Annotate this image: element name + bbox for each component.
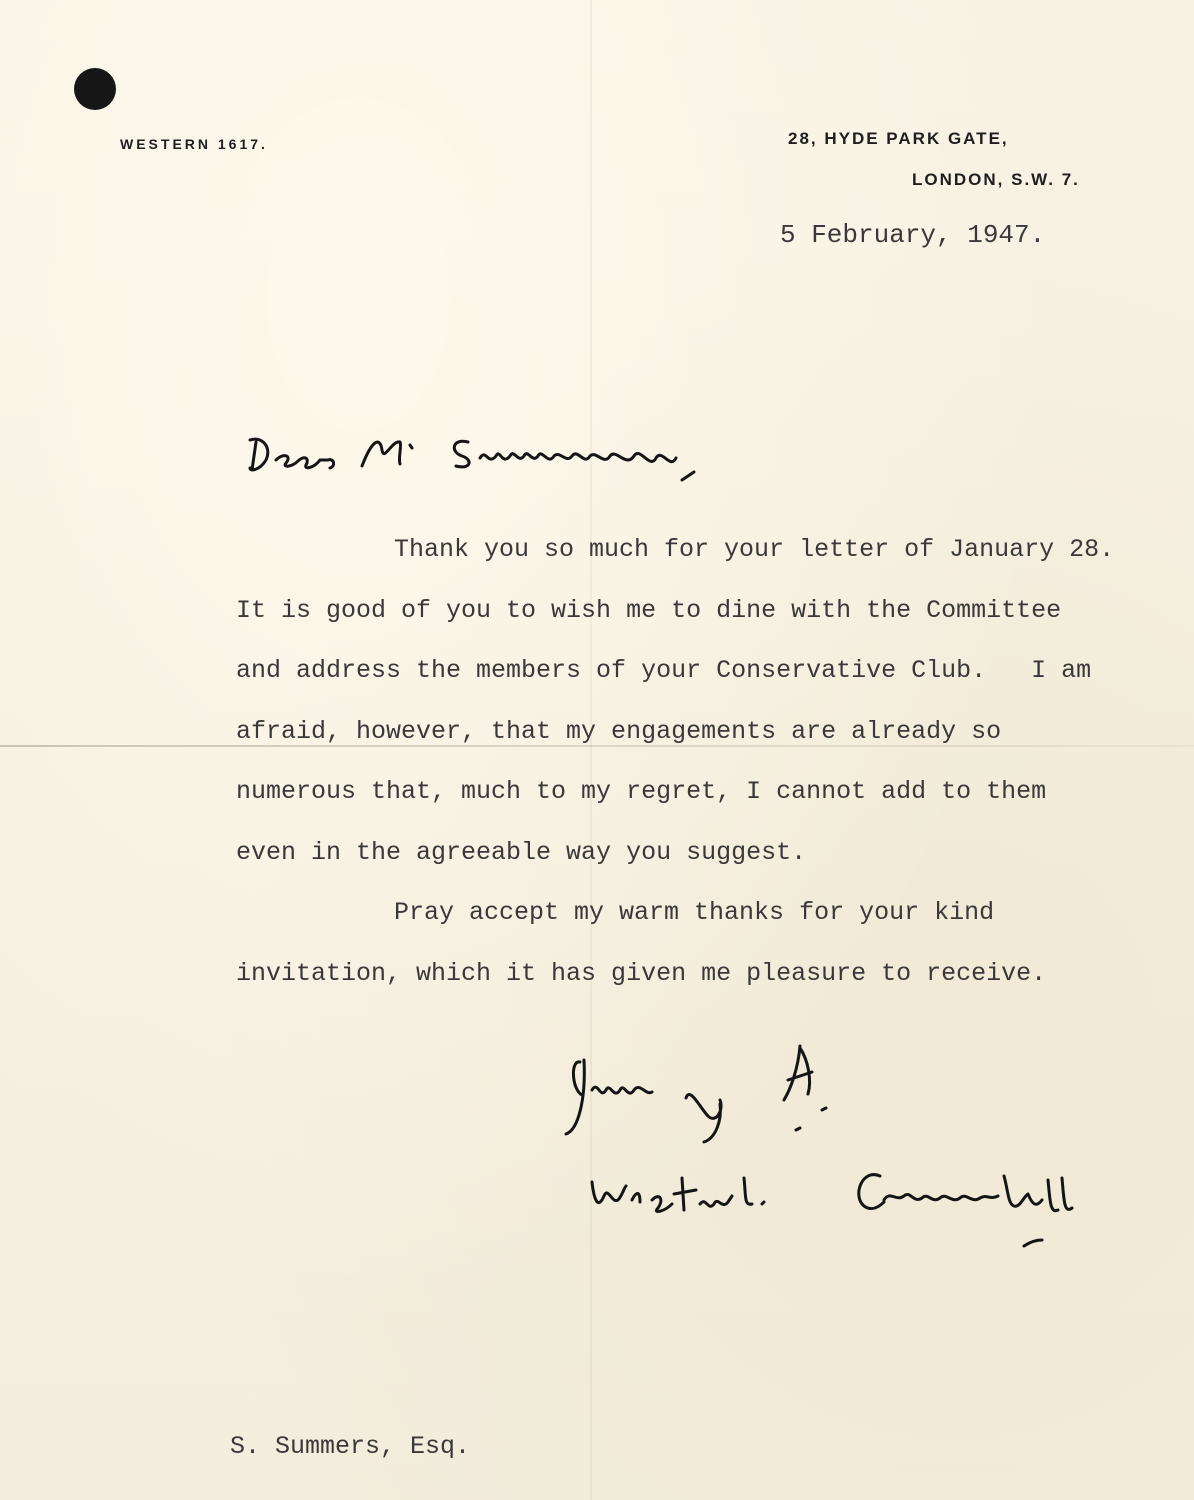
body-line: Thank you so much for your letter of January 28.: [394, 535, 1115, 564]
body-line: It is good of you to wish me to dine with the Committee: [236, 595, 1062, 625]
body-line: even in the agreeable way you suggest.: [236, 837, 807, 867]
body-line: invitation, which it has given me pleasure to receive.: [236, 958, 1047, 988]
body-line: and address the members of your Conservative Club. I am: [236, 656, 1092, 685]
letterhead-address-line1: 28, HYDE PARK GATE,: [788, 129, 1009, 148]
letter-date: 5 February, 1947.: [780, 220, 1046, 250]
recipient-line: S. Summers, Esq.: [230, 1432, 471, 1461]
body-line: numerous that, much to my regret, I cannot add to them: [236, 777, 1047, 806]
body-line: afraid, however, that my engagements are already so: [236, 716, 1002, 746]
body-line: Pray accept my warm thanks for your kind: [394, 898, 995, 927]
letterhead-address-line2: LONDON, S.W. 7.: [912, 170, 1080, 189]
letterhead-telephone: WESTERN 1617.: [120, 136, 268, 152]
